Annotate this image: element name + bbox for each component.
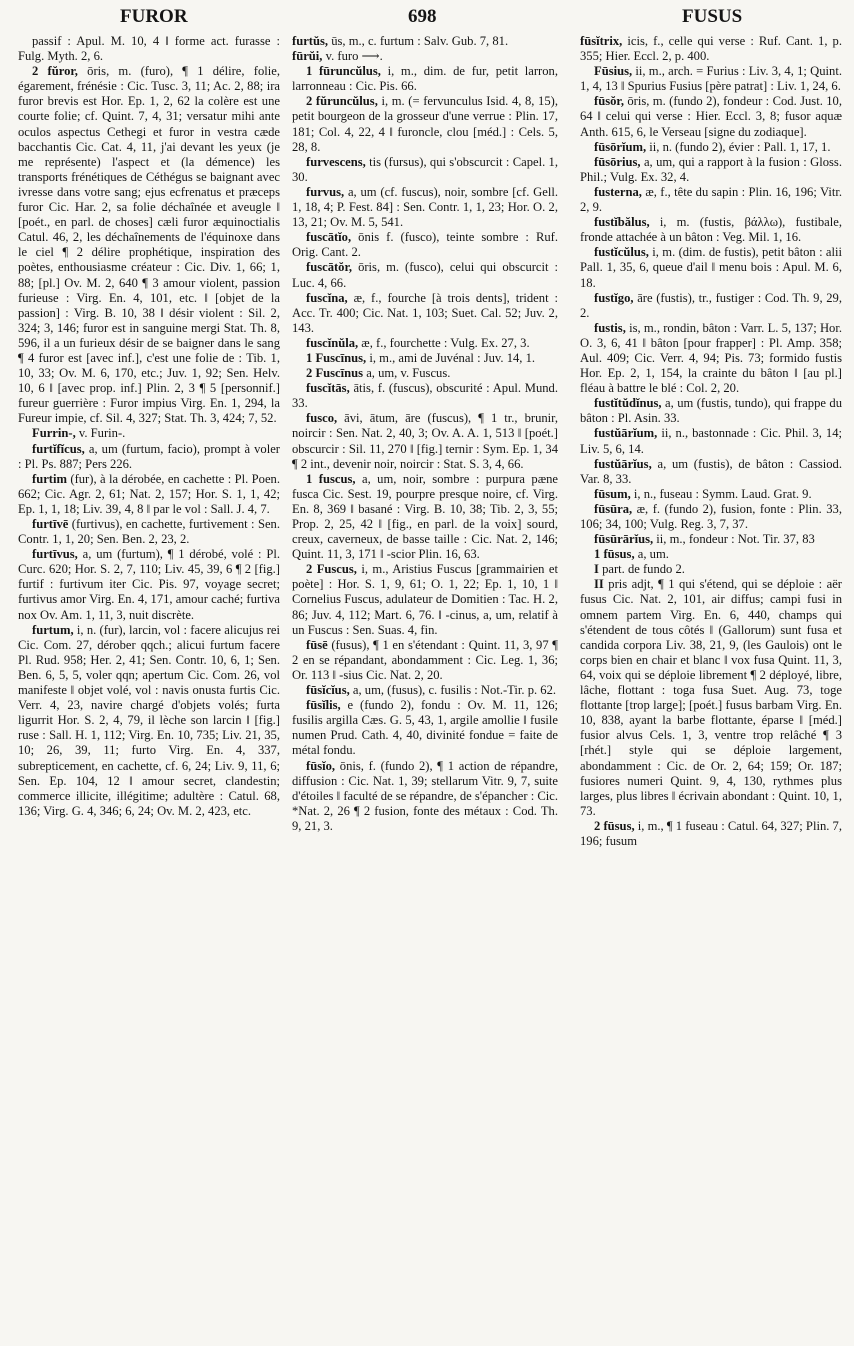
entry-headword: fustĭtŭdĭnus, [594, 396, 662, 411]
dictionary-entry [18, 34, 280, 64]
entry-headword: furtum, [32, 622, 74, 637]
entry-definition: ii, n. (fundo 2), évier : Pall. 1, 17, 1. [649, 139, 831, 154]
dictionary-entry [580, 532, 842, 547]
entry-definition: æ, f., fourchette : Vulg. Ex. 27, 3. [361, 335, 530, 350]
entry-headword: fuscĭna, [306, 290, 348, 305]
entry-definition: a, um (furtum, facio), prompt à voler : Pl. Ps. 887; Pers 226. [18, 441, 280, 471]
dictionary-entry [292, 64, 558, 94]
entry-headword: fuscātŏr, [306, 260, 353, 275]
entry-headword: fūsŏr, [594, 94, 624, 109]
entry-definition: i, n., fuseau : Symm. Laud. Grat. 9. [633, 486, 812, 501]
entry-definition: i, m. (dim. de fustis), petit bâton : alii Pall. 1, 35, 6, queue d'ail ‖ menu bois : Apul. M. 6, 18. [580, 245, 842, 290]
entry-headword: fuscātĭo, [306, 230, 352, 245]
dictionary-entry [580, 426, 842, 456]
column-right [580, 34, 842, 1340]
entry-definition: i, m. (fustis, βάλλω), fustibale, fronde attachée à un bâton : Veg. Mil. 1, 16. [580, 215, 842, 245]
dictionary-entry [292, 562, 558, 637]
entry-headword: fūsōrius, [594, 154, 641, 169]
entry-definition: passif : Apul. M. 10, 4 ‖ forme act. furasse : Fulg. Myth. 2, 6. [18, 34, 280, 64]
entry-headword: furtim [32, 471, 67, 486]
entry-headword: fūsum, [594, 486, 631, 501]
dictionary-entry [18, 623, 280, 819]
entry-definition: æ, f., fourche [à trois dents], trident : Acc. Tr. 400; Cic. Nat. 1, 103; Suet. Cal. 52; Juv. 2, 143. [292, 290, 558, 335]
entry-definition: ōnis f. (fusco), teinte sombre : Ruf. Orig. Cant. 2. [292, 230, 558, 260]
entry-definition: part. de fundo 2. [602, 562, 685, 577]
entry-definition: a, um, noir, sombre : purpura pæne fusca Cic. Sest. 19, pourpre presque noire, cf. Virg. En. 8, 369 ‖ basané : Virg. B. 10, 38; Tib. 2, 3, 55; Prop. 2, 25, 42 ‖ [fig., en parl. de la voix] sourd, creux, caverneux, de basse taille : Cic. Nat. 2, 146; Quint. 11, 3, 171 ‖ -scior Plin. 16, 63. [292, 471, 558, 562]
entry-headword: furvus, [306, 184, 345, 199]
page-number: 698 [408, 6, 437, 27]
running-head-right: FUSUS [682, 6, 743, 27]
dictionary-entry [292, 94, 558, 154]
dictionary-entry [580, 577, 842, 819]
dictionary-entry [580, 215, 842, 245]
dictionary-entry [580, 547, 842, 562]
entry-headword: fūsūrārĭus, [594, 532, 654, 547]
entry-headword: fustŭārĭum, [594, 426, 658, 441]
dictionary-entry [292, 759, 558, 834]
page-header [0, 6, 854, 32]
entry-headword: fūsĭcĭus, [306, 683, 350, 698]
dictionary-entry [580, 562, 842, 577]
entry-headword: II [594, 577, 604, 592]
dictionary-entry [292, 366, 558, 381]
entry-definition: v. Furin-. [78, 426, 126, 441]
dictionary-entry [292, 230, 558, 260]
entry-headword: fusco, [306, 411, 338, 426]
entry-definition: ōris, m. (fundo 2), fondeur : Cod. Just. 10, 64 ‖ celui qui verse : Hier. Eccl. 3, 8; fusor aquæ Anth. 615, 6, le Verseau [signe du zodiaque]. [580, 94, 842, 139]
entry-headword: 2 fŭruncŭlus, [306, 94, 378, 109]
dictionary-entry [292, 381, 558, 411]
entry-headword: 2 Fuscus, [306, 562, 357, 577]
entry-definition: (fur), à la dérobée, en cachette : Pl. Poen. 662; Cic. Agr. 2, 61; Nat. 2, 157; Hor. S. 1, 1, 42; Ep. 1, 1, 18; Liv. 39, 4, 8 ‖ par le vol : Sall. J. 4, 7. [18, 471, 280, 516]
dictionary-entry [18, 64, 280, 426]
entry-definition: v. furo ⟶. [325, 49, 383, 64]
entry-headword: furtīvus, [32, 547, 78, 562]
entry-definition: (fusus), ¶ 1 en s'étendant : Quint. 11, 3, 97 ¶ 2 en se répandant, abondamment : Cic. Leg. 1, 36; Or. 113 ‖ -sius Cic. Nat. 2, 20. [292, 637, 558, 682]
entry-headword: fuscĭnŭla, [306, 335, 359, 350]
dictionary-entry [580, 94, 842, 139]
entry-definition: i, m. (= fervunculus Isid. 4, 8, 15), petit bourgeon de la grosseur d'une verrue : Plin. 17, 181; Col. 4, 22, 4 ‖ furoncle, clou [méd.] : Cels. 5, 28, 8. [292, 94, 558, 154]
dictionary-entry [580, 140, 842, 155]
entry-definition: tis (fursus), qui s'obscurcit : Capel. 1, 30. [292, 154, 558, 184]
dictionary-entry [580, 64, 842, 94]
entry-headword: fusterna, [594, 184, 642, 199]
entry-definition: āre (fustis), tr., fustiger : Cod. Th. 9, 29, 2. [580, 290, 842, 320]
dictionary-entry [580, 185, 842, 215]
entry-headword: 2 fūsus, [594, 818, 635, 833]
entry-definition: ōnis, f. (fundo 2), ¶ 1 action de répandre, diffusion : Cic. Nat. 1, 39; stellarum Vitr. 9, 7, suite d'étoiles ‖ faculté de se répandre, de s'épancher : Cic. *Nat. 2, 26 ¶ 2 fusion, fonte des métaux : Cod. Th. 9, 21, 3. [292, 758, 558, 833]
dictionary-entry [580, 321, 842, 396]
entry-definition: ōris, m. (furo), ¶ 1 délire, folie, égarement, frénésie : Cic. Tusc. 3, 11; Ac. 2, 88; ira furor brevis est Hor. Ep. 1, 2, 62 la colère est une courte folie; cf. Quint. 7, 4, 31; versatur mihi ante oculos aspectus Cethegi et furor in vestra cæde bacchantis Cic. Cat. 4, 11, j'ai devant les yeux (je me représente) l'aspect et (la démence) les transports frénétiques de Céthégus se baignant avec ivresse dans votre sang; ejus ecfrenatus et præceps furor Cic. Har. 2, sa folie déchaînée et aveugle ‖ [poét., en parl. de choses] cæli furor æquinoctialis Catul. 46, 2, les déchaînements de l'équinoxe dans le ciel ¶ 2 délire prophétique, inspiration des poètes, enthousiasme créateur : Cic. Div. 1, 66; 1, 88; [pl.] Ov. M. 2, 640 ¶ 3 amour violent, passion furieuse : Virg. En. 4, 101, etc. ‖ [objet de la passion] : Virg. B. 10, 38 ‖ désir violent : Sil. 2, 324; 3, 146; furor est in sanguine mergi Stat. Th. 8, 596, il a un furieux désir de se baigner dans le sang ¶ 4 furor est [avec inf.], c'est une folie de : Tib. 1, 10, 33; Ov. M. 6, 170, etc.; Juv. 1, 92; Sen. Helv. 10, 6 ‖ [avec prop. inf.] Plin. 2, 3 ¶ 5 [personnif.] fureur guerrière : Furor impius Virg. En. 1, 294, la Fureur impie, cf. Sil. 4, 327; Stat. Th. 3, 424; 7, 52. [18, 64, 280, 426]
entry-headword: Fūsius, [594, 64, 633, 79]
dictionary-entry [580, 291, 842, 321]
entry-headword: fustŭārĭus, [594, 456, 652, 471]
entry-headword: furtŭs, [292, 34, 329, 48]
entry-headword: fūsūra, [594, 501, 633, 516]
column-left [18, 34, 280, 1340]
entry-definition: e (fundo 2), fondu : Ov. M. 11, 126; fusilis argilla Cæs. G. 5, 43, 1, argile amollie ‖ fusile numen Prud. Cath. 4, 40, divinité fondue = faite de métal fondu. [292, 698, 558, 758]
entry-definition: a, um (furtum), ¶ 1 dérobé, volé : Pl. Curc. 620; Hor. S. 2, 7, 110; Liv. 45, 39, 6 ¶ 2 [fig.] furtif : furtivum iter Cic. Pis. 97, voyage secret; furtivus amor Virg. En. 4, 171, amour caché; furtiva nox Ov. Am. 1, 11, 3, nuit discrète. [18, 547, 280, 622]
entry-headword: fustis, [594, 320, 626, 335]
dictionary-entry [18, 547, 280, 622]
entry-headword: fustĭgo, [594, 290, 634, 305]
dictionary-entry [292, 698, 558, 758]
entry-definition: a, um (fustis, tundo), qui frappe du bâton : Pl. Asin. 33. [580, 396, 842, 426]
dictionary-entry [292, 34, 558, 49]
entry-definition: a, um. [637, 547, 669, 562]
entry-headword: 1 fūsus, [594, 547, 635, 562]
column-middle [292, 34, 558, 1340]
entry-definition: i, m., ¶ 1 fuseau : Catul. 64, 327; Plin. 7, 196; fusum [580, 818, 842, 848]
entry-headword: fuscĭtās, [306, 381, 350, 396]
running-head-left: FUROR [120, 6, 188, 27]
entry-definition: (furtivus), en cachette, furtivement : Sen. Contr. 1, 1, 20; Sen. Ben. 2, 23, 2. [18, 517, 280, 547]
entry-headword: fustĭbălus, [594, 215, 650, 230]
dictionary-entry [18, 426, 280, 441]
entry-definition: pris adjt, ¶ 1 qui s'étend, qui se déploie : aër fusus Cic. Nat. 2, 101, air diffus; campi fusi in omnem partem Virg. En. 6, 440, champs qui s'étendent de tous côtés ‖ (Gallorum) sunt fusa et candida corpora Liv. 38, 21, 9, (les Gaulois) ont le corps bien en chair et blanc ‖ vox fusa Quint. 11, 3, 64, voix qui se déploie librement ¶ 2 déployé, libre, lâche, flottant : toga fusa Suet. Aug. 73, toge flottante [trop large]; [poét.] fusus barbam Virg. En. 10, 838, ayant la barbe flottante, éparse ‖ [méd.] fusior alvus Cels. 1, 3, ventre trop relâché ¶ 3 [rhét.] style qui se déploie largement, abondamment : Cic. de Or. 2, 64; 159; Or. 187; fusiores numeri Quint. 9, 4, 130, rythmes plus larges, plus libres ‖ écrivain abondant : Quint. 10, 1, 73. [580, 577, 842, 818]
dictionary-entry [292, 291, 558, 336]
entry-headword: fūsĭlis, [306, 698, 341, 713]
entry-definition: æ, f., tête du sapin : Plin. 16, 196; Vitr. 2, 9. [580, 184, 842, 215]
entry-definition: ii, n., bastonnade : Cic. Phil. 3, 14; Liv. 5, 6, 14. [580, 426, 842, 456]
dictionary-entry [580, 34, 842, 64]
entry-definition: ātis, f. (fuscus), obscurité : Apul. Mund. 33. [292, 381, 558, 411]
entry-definition: ūs, m., c. furtum : Salv. Gub. 7, 81. [331, 34, 509, 48]
entry-definition: ōris, m. (fusco), celui qui obscurcit : Luc. 4, 66. [292, 260, 558, 290]
entry-headword: fūrŭi, [292, 49, 323, 64]
entry-definition: icis, f., celle qui verse : Ruf. Cant. 1, p. 355; Hier. Eccl. 2, p. 400. [580, 34, 842, 64]
dictionary-entry [18, 442, 280, 472]
dictionary-entry [580, 155, 842, 185]
entry-headword: fūsĭtrix, [580, 34, 623, 48]
entry-headword: 1 fuscus, [306, 471, 356, 486]
entry-headword: furtīvē [32, 517, 69, 531]
dictionary-entry [292, 260, 558, 290]
entry-headword: 2 fŭror, [32, 64, 78, 79]
entry-definition: a, um, v. Fuscus. [366, 366, 451, 381]
entry-headword: fustĭcŭlus, [594, 245, 649, 260]
entry-headword: Furrin-, [32, 426, 76, 441]
dictionary-entry [292, 351, 558, 366]
entry-definition: a, um (fustis), de bâton : Cassiod. Var. 8, 33. [580, 456, 842, 486]
dictionary-entry [292, 638, 558, 683]
dictionary-entry [292, 411, 558, 471]
dictionary-entry [580, 487, 842, 502]
dictionary-entry [18, 517, 280, 547]
dictionary-entry [292, 336, 558, 351]
entry-headword: 1 fūruncŭlus, [306, 64, 381, 79]
dictionary-entry [292, 155, 558, 185]
entry-headword: fūsōrĭum, [594, 139, 647, 154]
entry-definition: i, m., dim. de fur, petit larron, larronneau : Cic. Pis. 66. [292, 64, 558, 94]
dictionary-entry [292, 185, 558, 230]
dictionary-entry [292, 49, 558, 64]
entry-definition: i, m., Aristius Fuscus [grammairien et poète] : Hor. S. 1, 9, 61; O. 1, 22; Ep. 1, 10, 1 ‖ Cornelius Fuscus, adulateur de Domitien : Tac. H. 2, 86; Juv. 4, 112; Mart. 6, 76. ‖ -cinus, a, um, relatif à un Fuscus : Sen. Suas. 4, fin. [292, 562, 558, 637]
dictionary-entry [580, 457, 842, 487]
dictionary-entry [292, 472, 558, 563]
entry-definition: is, m., rondin, bâton : Varr. L. 5, 137; Hor. O. 3, 6, 41 ‖ bâton [pour frapper] : Pl. Amp. 358; Aul. 409; Cic. Verr. 4, 94; Pis. 73; formido fustis Hor. Ep. 2, 1, 154, la crainte du bâton ‖ [au pl.] fléau à battre le blé : Col. 2, 20. [580, 320, 842, 396]
entry-headword: fūsĭo, [306, 758, 336, 773]
dictionary-entry [292, 683, 558, 698]
entry-definition: i, m., ami de Juvénal : Juv. 14, 1. [369, 350, 536, 365]
dictionary-entry [580, 502, 842, 532]
entry-definition: æ, f. (fundo 2), fusion, fonte : Plin. 33, 106; 34, 100; Vulg. Reg. 3, 7, 37. [580, 501, 842, 531]
entry-definition: ii, m., fondeur : Not. Tir. 37, 83 [656, 532, 815, 547]
entry-definition: a, um, (fusus), c. fusilis : Not.-Tir. p. 62. [352, 683, 557, 698]
entry-headword: 1 Fuscīnus, [306, 350, 367, 365]
entry-definition: i, n. (fur), larcin, vol : facere alicujus rei Cic. Com. 27, dérober qqch.; alicui furtum facere Pl. Rud. 958; Her. 2, 41; Sen. Contr. 10, 6, 1; Sen. Ben. 6, 5, 5, voler qqn; apertum Cic. Com. 26, vol manifeste ‖ objet volé, vol : navis onusta furtis Cic. Verr. 4, 23, navire chargé d'objets volés; furta ligurrit Hor. S. 2, 4, 79, il lèche son larcin ‖ [fig.] ruse : Sall. H. 1, 112; Virg. En. 10, 735; Liv. 21, 35, 10; 26, 39, 11; furto Virg. En. 4, 337, subrepticement, en cachette, cf. 6, 24; Liv. 9, 11, 6; Sen. Ep. 104, 12 ‖ amour secret, clandestin; commerce illicite, illégitime; adultère : Catul. 68, 136; Virg. G. 4, 346; 6, 24; Ov. M. 2, 423, etc. [18, 622, 280, 818]
entry-definition: ii, m., arch. = Furius : Liv. 3, 4, 1; Quint. 1, 4, 13 ‖ Spurius Fusius [père patrat] : Liv. 1, 24, 6. [580, 64, 842, 94]
dictionary-entry [580, 396, 842, 426]
entry-headword: 2 Fuscīnus [306, 366, 364, 381]
entry-definition: a, um (cf. fuscus), noir, sombre [cf. Gell. 1, 18, 4; P. Fest. 84] : Sen. Contr. 1, 1, 23; Hor. O. 2, 13, 21; Ov. M. 5, 541. [292, 184, 558, 230]
entry-definition: āvi, ātum, āre (fuscus), ¶ 1 tr., brunir, noircir : Sen. Nat. 2, 40, 3; Ov. A. A. 1, 513 ‖ [poét.] obscurcir : Sil. 11, 270 ‖ [fig.] ternir : Sym. Ep. 1, 34 ¶ 2 int., devenir noir, noircir : Stat. S. 3, 4, 66. [292, 411, 558, 471]
entry-headword: fūsē [306, 637, 328, 652]
dictionary-entry [18, 472, 280, 517]
entry-headword: furtĭfĭcus, [32, 441, 85, 456]
dictionary-entry [580, 819, 842, 849]
entry-headword: I [594, 562, 599, 577]
entry-headword: furvescens, [306, 154, 366, 169]
dictionary-entry [580, 245, 842, 290]
entry-definition: a, um, qui a rapport à la fusion : Gloss. Phil.; Vulg. Ex. 32, 4. [580, 154, 842, 184]
